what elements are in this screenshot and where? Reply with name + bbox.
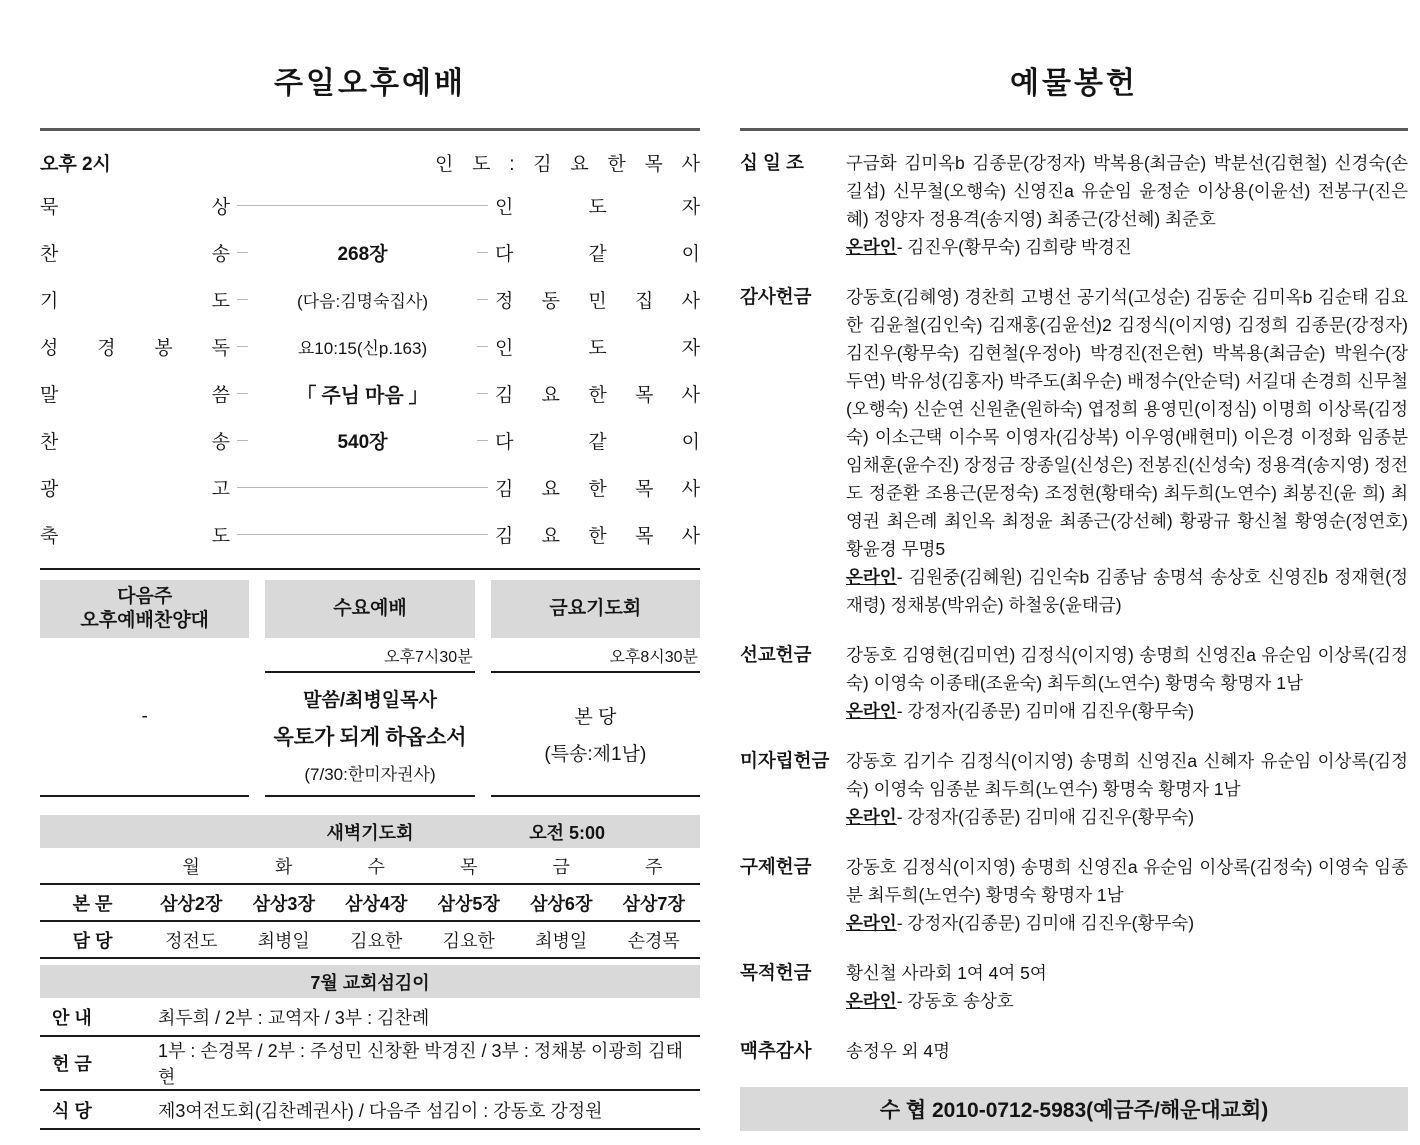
offering-label: 맥추감사	[740, 1040, 812, 1061]
service-time: 오후 2시	[40, 154, 111, 175]
duty-cell: 김요한	[442, 931, 495, 951]
row-person: 인 도 자	[495, 338, 700, 359]
scripture-cell: 삼상7장	[622, 894, 685, 914]
next-week-choir-box	[40, 580, 249, 797]
online-line	[846, 909, 1408, 937]
leader-line	[237, 393, 248, 394]
box-title-line2: 오후예배찬양대	[80, 610, 209, 631]
wednesday-service-box	[265, 580, 474, 797]
day-header: 주	[645, 857, 663, 877]
row-label: 말 씀	[40, 385, 230, 406]
leader-line	[477, 393, 488, 394]
next-week-choir-header	[40, 580, 249, 638]
online-line	[846, 563, 1408, 619]
offering-body	[846, 853, 1408, 937]
online-line	[846, 233, 1408, 261]
bank-account-bar: 수 협 2010-0712-5983(예금주/해운대교회)	[740, 1087, 1408, 1131]
offering-section-selfsupport	[740, 747, 1408, 831]
friday-place: 본 당	[574, 707, 617, 728]
day-header: 금	[552, 857, 570, 877]
offering-label: 십 일 조	[740, 152, 804, 173]
info-boxes	[40, 580, 700, 797]
worship-row-hymn-1	[40, 229, 700, 276]
offering-body	[846, 283, 1408, 619]
worship-row-benediction	[40, 511, 700, 558]
row-label: 축 도	[40, 526, 230, 547]
row-label: 헌 금	[52, 1054, 92, 1074]
duty-cell: 김요한	[350, 931, 403, 951]
wednesday-service-header	[265, 580, 474, 638]
sermon-title: 「 주님 마음 」	[296, 385, 429, 407]
day-header: 목	[460, 857, 478, 877]
box-title: 수요예배	[333, 598, 407, 620]
row-label: 담 당	[72, 931, 113, 951]
online-label: 온라인	[846, 807, 897, 827]
worship-row-scripture	[40, 323, 700, 370]
box-title: 금요기도회	[549, 598, 642, 620]
day-header: 화	[275, 857, 293, 877]
row-person: 다 같 이	[495, 244, 700, 265]
offering-names: 송정우 외 4명	[846, 1041, 950, 1061]
offering-body	[846, 641, 1408, 725]
leader-line	[237, 346, 248, 347]
online-names: - 김원중(김혜원) 김인숙b 김종남 송명석 송상호 신영진b 정재현(정재령) 정채봉(박위순) 하철웅(윤태금)	[846, 567, 1408, 615]
leader-line	[237, 440, 248, 441]
online-label: 온라인	[846, 701, 897, 721]
offering-names: 강동호 김영현(김미연) 김정식(이지영) 송명희 신영진a 유순임 이상록(김정숙) 이영숙 이종태(조윤숙) 최두희(노연수) 황명숙 황명자 1남	[846, 645, 1408, 693]
row-person: 정 동 민 집 사	[495, 291, 700, 312]
offering-body	[846, 1037, 1408, 1065]
service-leader: 인 도 : 김 요 한 목 사	[435, 154, 700, 175]
row-label: 안 내	[52, 1007, 92, 1028]
row-label: 묵 상	[40, 197, 230, 218]
row-label: 기 도	[40, 291, 230, 312]
afternoon-worship-panel	[40, 64, 700, 1130]
leader-line	[237, 534, 488, 535]
worship-row-sermon	[40, 370, 700, 417]
worship-row-silent-prayer	[40, 182, 700, 229]
offering-section-thanksgiving	[740, 283, 1408, 619]
row-content: 최두희 / 2부 : 교역자 / 3부 : 김찬례	[158, 1007, 430, 1028]
serving-row-cafeteria	[40, 1091, 700, 1130]
offering-section-relief	[740, 853, 1408, 937]
offerings-panel	[740, 64, 1408, 1131]
scripture-cell: 삼상2장	[160, 894, 223, 914]
offering-names: 황신철 사라회 1여 4여 5여	[846, 963, 1047, 983]
page-title-left: 주일오후예배	[274, 67, 466, 100]
offering-names: 강동호(김혜영) 경찬희 고병선 공기석(고성순) 김동순 김미옥b 김순태 김요한 김윤철(김인숙) 김재홍(김윤선)2 김정식(이지영) 김정희 김종문(강정자) 김진우(황무숙) 김현철(우정아) 박경진(전은현) 박복용(최금순) 박원수(장두연) 박유성(김홍자) 박주도(최우순) 배정수(안순덕) 서길대 손경희 신무철(오행숙) 신순연 신원춘(원하숙) 엽정희 용영민(이정심) 이명희 이상록(김정숙) 이소근택 이수목 이영자(김상복) 이우영(배현미) 이은경 이정화 임종분 임채훈(윤수진) 장정금 장종일(신성은) 전봉진(신성숙) 정용격(송지영) 정전도 정준환 조용근(문정숙) 조정현(황태숙) 최두희(노연수) 최봉진(윤 희) 최영권 최은례 최인옥 최정윤 최종근(강선혜) 황광규 황신철 황영순(정연호) 황윤경 무명5	[846, 287, 1408, 559]
offering-label: 목적헌금	[740, 962, 812, 983]
page-title-right: 예물봉헌	[1010, 67, 1138, 100]
section-divider	[40, 568, 700, 570]
offering-names: 강동호 김정식(이지영) 송명희 신영진a 유순임 이상록(김정숙) 이영숙 임종분 최두희(노연수) 황명숙 황명자 1남	[846, 857, 1408, 905]
online-names: - 강정자(김종문) 김미애 김진우(황무숙)	[896, 807, 1195, 827]
scripture-cell: 삼상4장	[345, 894, 408, 914]
row-label: 본 문	[72, 894, 113, 914]
leader-line	[477, 346, 488, 347]
online-label: 온라인	[846, 991, 897, 1011]
row-person: 인 도 자	[495, 197, 700, 218]
dawn-title: 새벽기도회	[326, 822, 414, 843]
duty-cell: 최병일	[535, 931, 588, 951]
dawn-days-row	[40, 848, 700, 885]
online-label: 온라인	[846, 913, 897, 933]
row-person: 다 같 이	[495, 432, 700, 453]
dawn-time: 오전 5:00	[529, 822, 605, 843]
offering-body	[846, 747, 1408, 831]
offering-section-harvest-thanks	[740, 1037, 1408, 1065]
online-label: 온라인	[846, 567, 897, 587]
leader-line	[237, 299, 248, 300]
offering-section-tithe	[740, 149, 1408, 261]
friday-body	[491, 673, 700, 795]
friday-prayer-header	[491, 580, 700, 638]
online-line	[846, 697, 1408, 725]
day-header: 수	[367, 857, 385, 877]
leader-line	[477, 440, 488, 441]
scripture-cell: 삼상3장	[252, 894, 315, 914]
wednesday-speaker: 말씀/최병일목사	[303, 690, 437, 711]
serving-header-bar	[40, 965, 700, 998]
duty-cell: 최병일	[257, 931, 310, 951]
box-title-line1: 다음주	[117, 586, 173, 608]
duty-cell: 손경목	[627, 931, 680, 951]
offering-body	[846, 959, 1408, 1015]
offering-names: 구금화 김미옥b 김종문(강정자) 박복용(최금순) 박분선(김현철) 신경숙(손길섭) 신무철(오행숙) 신영진a 유순임 윤정순 이상용(이윤선) 전봉구(진은혜) 정양자 정용격(송지영) 최종근(강선혜) 최준호	[846, 153, 1408, 229]
offering-label: 감사헌금	[740, 286, 812, 307]
next-week-choir-body	[40, 638, 249, 795]
monthly-serving-table	[40, 965, 700, 1130]
row-label: 찬 송	[40, 244, 230, 265]
row-label: 식 당	[52, 1100, 92, 1121]
title-rule-right	[740, 128, 1408, 131]
row-person: 김 요 한 목 사	[495, 526, 700, 547]
leader-line	[237, 487, 488, 488]
online-label: 온라인	[846, 237, 897, 257]
offering-section-mission	[740, 641, 1408, 725]
service-time-row	[40, 149, 700, 176]
row-label: 성 경 봉 독	[40, 338, 230, 359]
offering-label: 선교헌금	[740, 644, 812, 665]
worship-row-announcements	[40, 464, 700, 511]
worship-order-list	[40, 182, 700, 558]
row-content: 제3여전도회(김찬례권사) / 다음주 섬김이 : 강동호 강정원	[158, 1100, 603, 1121]
wednesday-note: (7/30:한미자권사)	[304, 765, 436, 784]
worship-row-prayer	[40, 276, 700, 323]
worship-row-hymn-2	[40, 417, 700, 464]
offering-section-purpose	[740, 959, 1408, 1015]
serving-row-offering	[40, 1037, 700, 1091]
wednesday-body	[265, 673, 474, 795]
day-header: 월	[182, 857, 200, 877]
serving-title: 7월 교회섬김이	[310, 972, 430, 993]
dawn-prayer-header-bar	[40, 815, 700, 848]
scripture-cell: 삼상5장	[437, 894, 500, 914]
row-person: 김 요 한 목 사	[495, 385, 700, 406]
dawn-prayer-table	[40, 815, 700, 959]
row-content: 1부 : 손경목 / 2부 : 주성민 신창환 박경진 / 3부 : 정채봉 이광희 김태현	[158, 1041, 683, 1087]
friday-prayer-box	[491, 580, 700, 797]
row-value: 540장	[337, 432, 388, 453]
online-names: - 김진우(황무숙) 김희량 박경진	[896, 237, 1132, 257]
dawn-duty-row	[40, 922, 700, 959]
scripture-cell: 삼상6장	[530, 894, 593, 914]
friday-note: (특송:제1남)	[544, 744, 647, 765]
serving-row-guide	[40, 998, 700, 1037]
row-label: 광 고	[40, 479, 230, 500]
row-label: 찬 송	[40, 432, 230, 453]
leader-line	[237, 252, 248, 253]
offering-body	[846, 149, 1408, 261]
row-value: 요10:15(신p.163)	[297, 339, 428, 358]
row-value: (다음:김명숙집사)	[297, 292, 428, 311]
dawn-empty-cell	[40, 861, 145, 870]
offering-label: 미자립헌금	[740, 750, 830, 771]
choir-value: -	[141, 705, 148, 727]
offering-sections	[740, 149, 1408, 1065]
online-names: - 강정자(김종문) 김미애 김진우(황무숙)	[896, 701, 1195, 721]
offering-label: 구제헌금	[740, 856, 812, 877]
dawn-text-row	[40, 885, 700, 922]
offering-names: 강동호 김기수 김정식(이지영) 송명희 신영진a 신혜자 유순임 이상록(김정숙) 이영숙 임종분 최두희(노연수) 황명숙 황명자 1남	[846, 751, 1408, 799]
wednesday-sermon-title: 옥토가 되게 하옵소서	[273, 725, 467, 749]
duty-cell: 정전도	[165, 931, 218, 951]
online-line	[846, 803, 1408, 831]
title-rule-left	[40, 128, 700, 131]
friday-time: 오후8시30분	[491, 638, 700, 673]
leader-line	[237, 205, 488, 206]
online-names: - 강정자(김종문) 김미애 김진우(황무숙)	[896, 913, 1195, 933]
wednesday-time: 오후7시30분	[265, 638, 474, 673]
leader-line	[477, 299, 488, 300]
leader-line	[477, 252, 488, 253]
row-value: 268장	[337, 244, 388, 265]
online-line	[846, 987, 1408, 1015]
row-person: 김 요 한 목 사	[495, 479, 700, 500]
online-names: - 강동호 송상호	[896, 991, 1014, 1011]
